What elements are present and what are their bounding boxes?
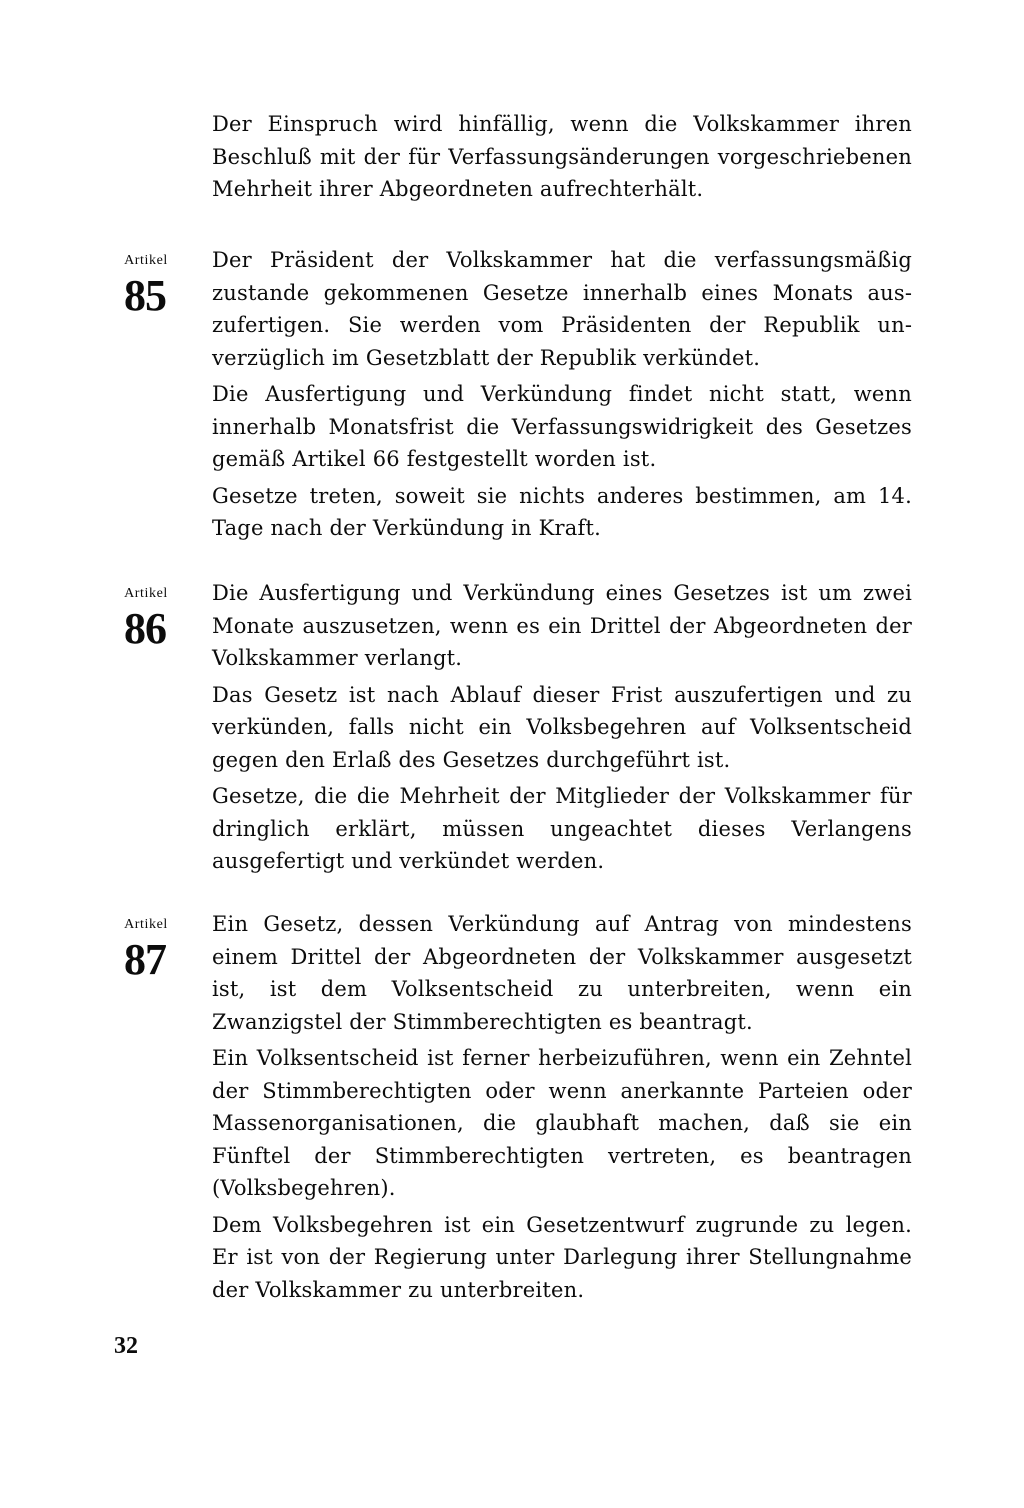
article-body <box>212 908 912 1310</box>
intro-paragraph: Der Einspruch wird hinfällig, wenn die Volkskammer ihren Beschluß mit der für Verfassungsänderungen vorgeschriebenen Mehrheit ihrer Abgeordneten aufrechterhält. <box>212 112 912 201</box>
article-label: Artikel <box>124 917 168 932</box>
article-paragraph: Ein Gesetz, dessen Verkündung auf Antrag von mindestens einem Drittel der Abgeordneten der Volkskammer ausgesetzt ist, ist dem Volksentscheid zu unterbreiten, wenn ein Zwanzigstel der Stimmberechtigten es beantragt. <box>212 912 912 1034</box>
intro-block <box>212 108 912 210</box>
article-number: 85 <box>124 271 166 320</box>
article-body <box>212 244 912 549</box>
article-label: Artikel <box>124 586 168 601</box>
article-body <box>212 577 912 882</box>
article-number: 86 <box>124 604 166 653</box>
article-paragraph: Die Ausfertigung und Verkündung findet nicht statt, wenn innerhalb Monatsfrist die Verfassungswidrigkeit des Gesetzes gemäß Artikel 66 festgestellt worden ist. <box>212 382 912 471</box>
article-number: 87 <box>124 935 166 984</box>
article-paragraph: Das Gesetz ist nach Ablauf dieser Frist auszufertigen und zu verkünden, falls nicht ein Volksbegehren auf Volksentscheid gegen den Erlaß des Gesetzes durchgeführt ist. <box>212 682 912 772</box>
article-paragraph: Dem Volksbegehren ist ein Gesetzentwurf zugrunde zu legen. Er ist von der Regierung unter Darlegung ihrer Stellungnahme der Volkskammer zu unterbreiten. <box>212 1212 912 1302</box>
article-paragraph: Gesetze, die die Mehrheit der Mitglieder der Volkskammer für dringlich erklärt, müssen ungeachtet dieses Verlangens ausgefertigt und verkündet werden. <box>212 784 912 873</box>
article-paragraph: Ein Volksentscheid ist ferner herbeizuführen, wenn ein Zehntel der Stimmberechtigten oder wenn anerkannte Parteien oder Massenorganisationen, die glaubhaft machen, daß sie ein Fünftel der Stimmberechtigten vertreten, es beantragen (Volksbegehren). <box>212 1046 912 1200</box>
article-paragraph: Der Präsident der Volkskammer hat die verfassungsmäßig zustande gekommenen Gesetze innerhalb eines Monats auszufertigen. Sie werden vom Präsidenten der Republik unverzüglich im Gesetzblatt der Republik verkündet. <box>212 248 912 370</box>
article-paragraph: Gesetze treten, soweit sie nichts anderes bestimmen, am 14. Tage nach der Verkündung in Kraft. <box>212 483 912 540</box>
article-label: Artikel <box>124 253 168 268</box>
article-paragraph: Die Ausfertigung und Verkündung eines Gesetzes ist um zwei Monate auszusetzen, wenn es ein Drittel der Abgeordneten der Volkskammer verlangt. <box>212 581 912 670</box>
page-number: 32 <box>114 1333 138 1359</box>
